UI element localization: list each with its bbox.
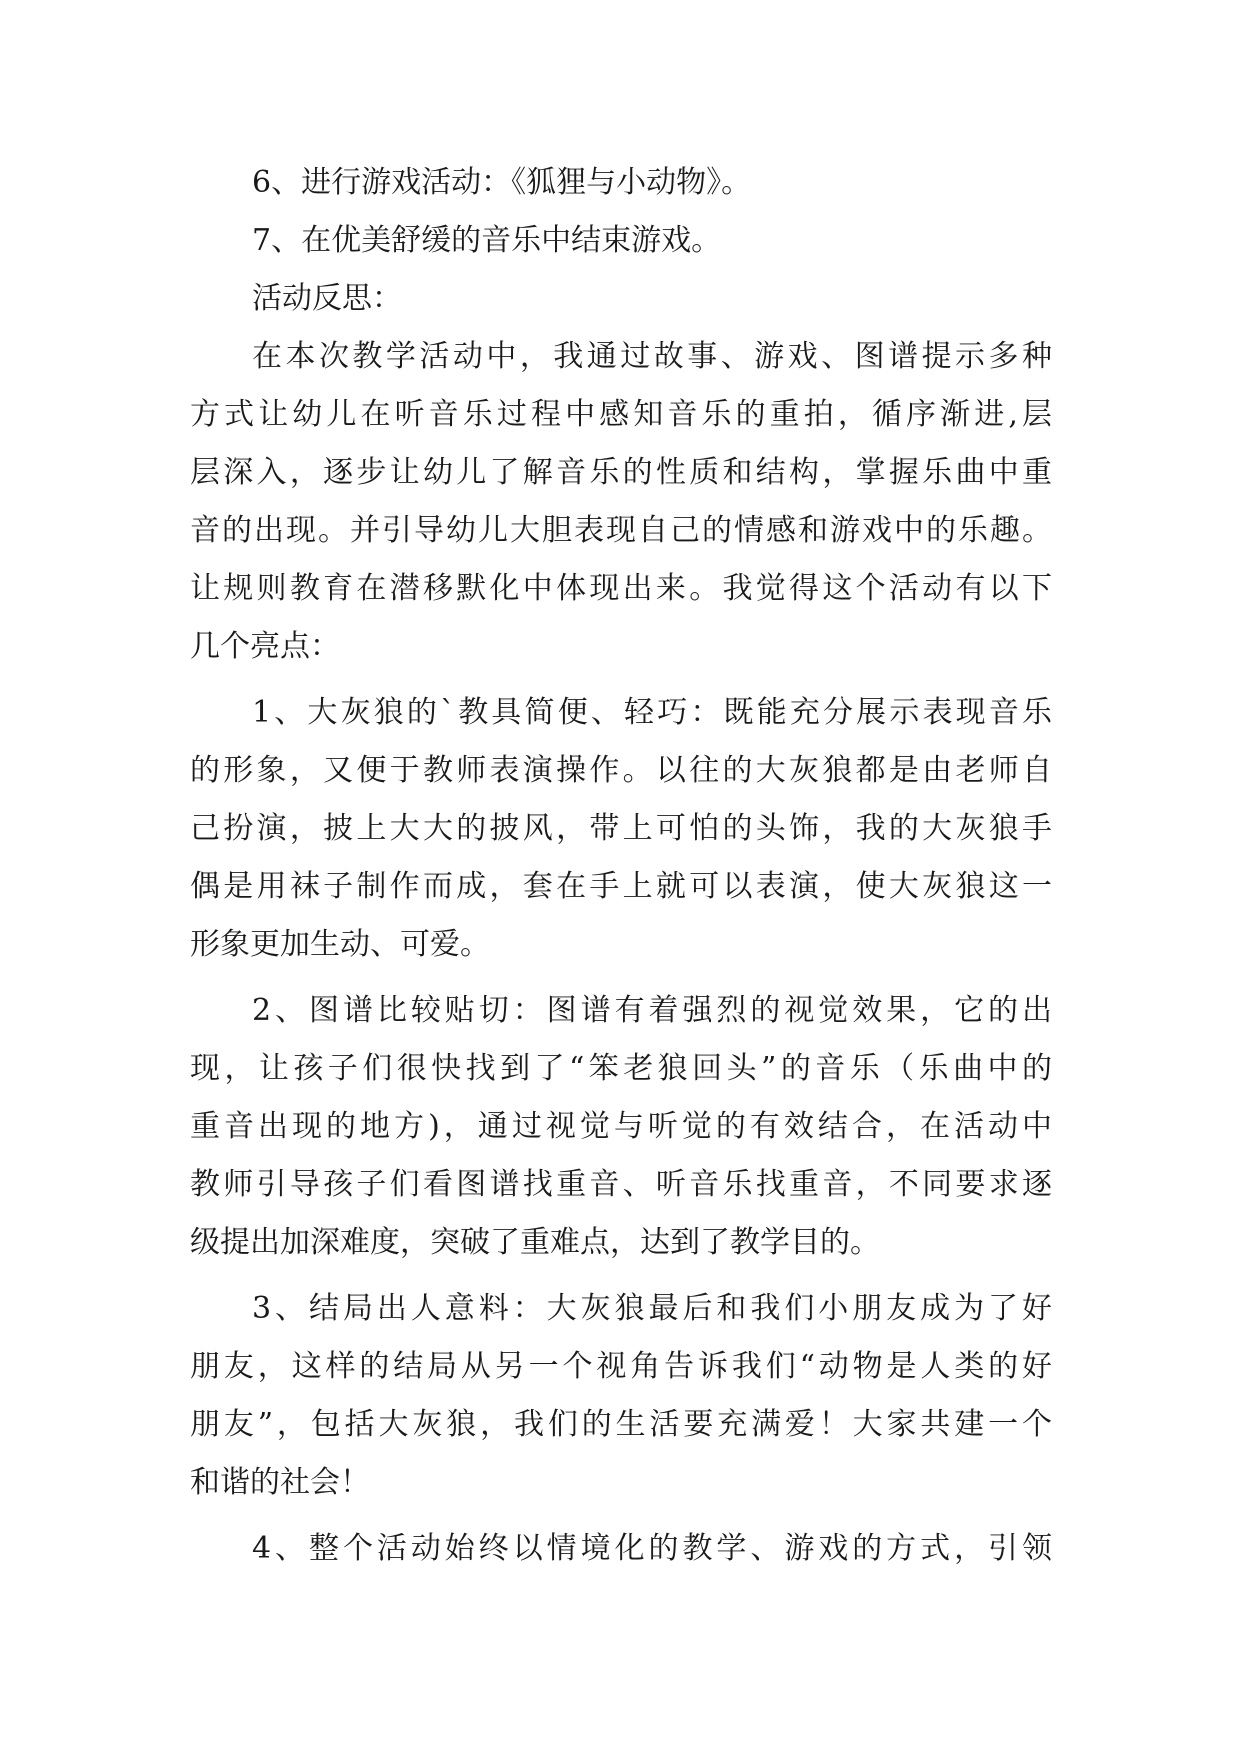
reflection-paragraph-line: 在本次教学活动中，我通过故事、游戏、图谱提示多种 xyxy=(252,339,1052,374)
highlight-1-line: 形象更加生动、可爱。 xyxy=(190,927,490,962)
highlight-4-line: 4、整个活动始终以情境化的教学、游戏的方式，引领 xyxy=(252,1531,1052,1566)
highlight-2-line: 教师引导孩子们看图谱找重音、听音乐找重音，不同要求逐 xyxy=(190,1167,1052,1202)
reflection-paragraph-line: 方式让幼儿在听音乐过程中感知音乐的重拍，循序渐进,层 xyxy=(190,397,1052,432)
highlight-2-line: 级提出加深难度，突破了重难点，达到了教学目的。 xyxy=(190,1225,880,1260)
highlight-3-line: 和谐的社会！ xyxy=(190,1465,370,1500)
highlight-1-line: 1、大灰狼的`教具简便、轻巧：既能充分展示表现音乐 xyxy=(252,695,1052,730)
highlight-3-line: 3、结局出人意料：大灰狼最后和我们小朋友成为了好 xyxy=(252,1291,1052,1326)
document-body xyxy=(190,154,1052,1578)
highlight-1-line: 偶是用袜子制作而成，套在手上就可以表演，使大灰狼这一 xyxy=(190,869,1052,904)
highlight-3-line: 朋友，这样的结局从另一个视角告诉我们“动物是人类的好 xyxy=(190,1349,1052,1384)
step-7-line: 7、在优美舒缓的音乐中结束游戏。 xyxy=(252,223,722,258)
reflection-paragraph-line: 层深入，逐步让幼儿了解音乐的性质和结构，掌握乐曲中重 xyxy=(190,455,1052,490)
reflection-paragraph-line: 让规则教育在潜移默化中体现出来。我觉得这个活动有以下 xyxy=(190,571,1052,606)
step-6-line: 6、进行游戏活动：《狐狸与小动物》。 xyxy=(252,165,752,200)
highlight-2-line: 重音出现的地方)，通过视觉与听觉的有效结合，在活动中 xyxy=(190,1109,1052,1144)
highlight-3-line: 朋友”，包括大灰狼，我们的生活要充满爱！大家共建一个 xyxy=(190,1407,1052,1442)
highlight-2-line: 2、图谱比较贴切：图谱有着强烈的视觉效果，它的出 xyxy=(252,993,1052,1028)
highlight-1-line: 的形象，又便于教师表演操作。以往的大灰狼都是由老师自 xyxy=(190,753,1052,788)
reflection-paragraph-line: 几个亮点： xyxy=(190,629,340,664)
reflection-heading: 活动反思： xyxy=(252,281,402,316)
highlight-2-line: 现，让孩子们很快找到了“笨老狼回头”的音乐（乐曲中的 xyxy=(190,1051,1052,1086)
reflection-paragraph-line: 音的出现。并引导幼儿大胆表现自己的情感和游戏中的乐趣。 xyxy=(190,513,1052,548)
highlight-1-line: 己扮演，披上大大的披风，带上可怕的头饰，我的大灰狼手 xyxy=(190,811,1052,846)
